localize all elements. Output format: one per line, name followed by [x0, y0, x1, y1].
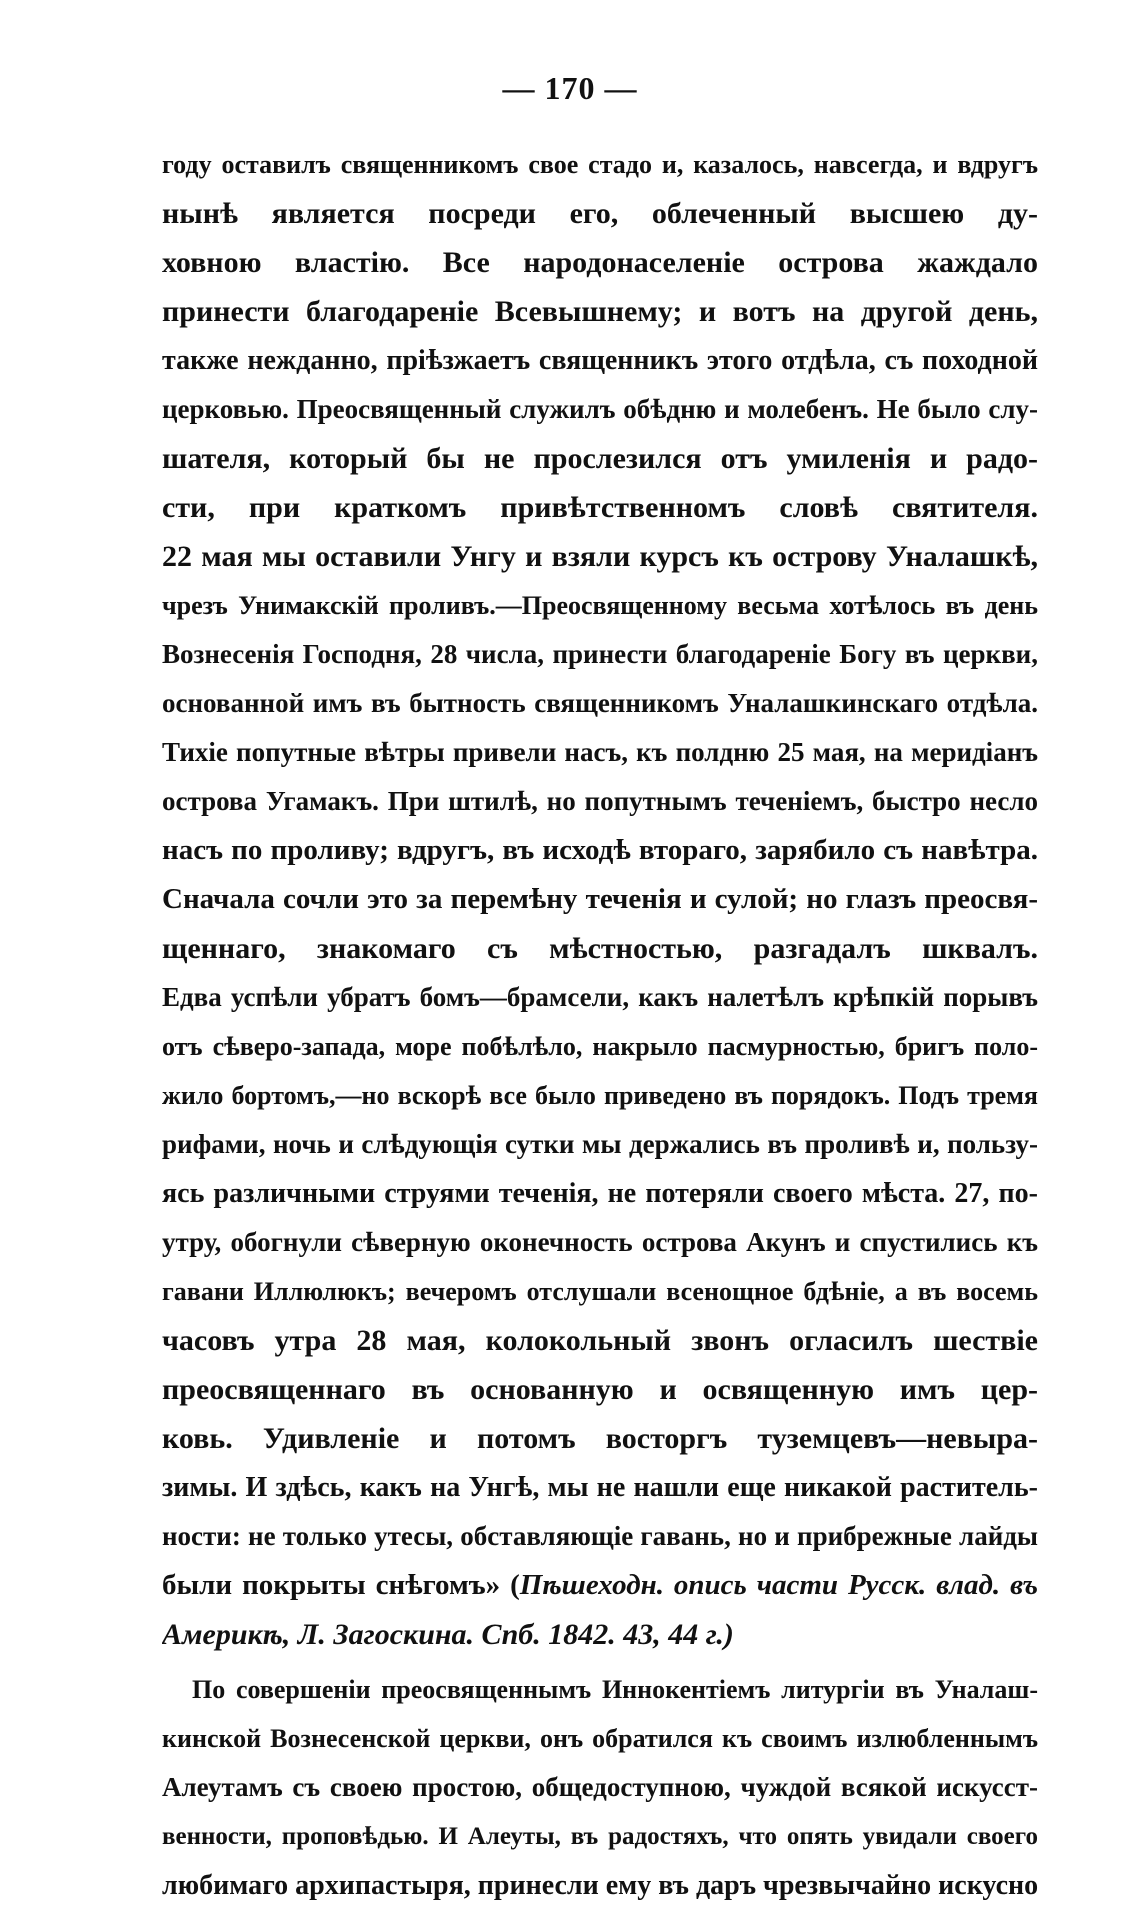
text-line: насъ по проливу; вдругъ, въ исходѣ втораго, зарябило съ навѣтра. — [162, 834, 1038, 866]
text-line: преосвященнаго въ основанную и освященную имъ цер- — [162, 1373, 1038, 1406]
text-line: Алеутамъ съ своею простою, общедоступною, чуждой всякой искусст- — [162, 1772, 1038, 1802]
text-line: утру, обогнули сѣверную оконечность острова Акунъ и спустились къ — [162, 1227, 1038, 1257]
text-line: году оставилъ священникомъ свое стадо и, казалось, навсегда, и вдругъ — [162, 150, 1038, 179]
text-line: отъ сѣверо-запада, море побѣлѣло, накрыло пасмурностью, бригъ поло- — [162, 1032, 1038, 1061]
text-line: щеннаго, знакомаго съ мѣстностью, разгадалъ шквалъ. — [162, 932, 1038, 965]
text-line: часовъ утра 28 мая, колокольный звонъ огласилъ шествіе — [162, 1324, 1038, 1357]
citation-quote-end: были покрыты снѣгомъ» ( — [162, 1569, 520, 1601]
text-line: гавани Иллюлюкъ; вечеромъ отслушали всенощное бдѣніе, а въ восемь — [162, 1277, 1038, 1306]
text-line: шателя, который бы не прослезился отъ умиленія и радо- — [162, 442, 1038, 475]
text-line: ховною властію. Все народонаселеніе острова жаждало — [162, 246, 1038, 279]
text-line: ясь различными струями теченія, не потеряли своего мѣста. 27, по- — [162, 1178, 1038, 1209]
text-line: венности, проповѣдью. И Алеуты, въ радостяхъ, что опять увидали своего — [162, 1823, 1038, 1850]
text-line: острова Угамакъ. При штилѣ, но попутнымъ теченіемъ, быстро несло — [162, 786, 1038, 816]
paragraph-1 — [162, 140, 1038, 1659]
text-line: принести благодареніе Всевышнему; и вотъ на другой день, — [162, 295, 1038, 328]
text-line: чрезъ Унимакскій проливъ.—Преосвященному весьма хотѣлось въ день — [162, 591, 1038, 620]
text-line: кинской Вознесенской церкви, онъ обратился къ своимъ излюбленнымъ — [162, 1724, 1038, 1753]
citation-source: Пѣшеходн. опись части Русск. влад. въ — [519, 1569, 1038, 1601]
text-line: любимаго архипастыря, принесли ему въ даръ чрезвычайно искусно — [162, 1870, 1038, 1901]
text-line: зимы. И здѣсь, какъ на Унгѣ, мы не нашли еще никакой раститель- — [162, 1472, 1038, 1503]
text-line: нынѣ является посреди его, облеченный высшею ду- — [162, 197, 1038, 230]
text-line: ковь. Удивленіе и потомъ восторгъ туземцевъ—невыра- — [162, 1422, 1038, 1455]
text-line: рифами, ночь и слѣдующія сутки мы держались въ проливѣ и, пользу- — [162, 1129, 1038, 1159]
text-line: По совершеніи преосвященнымъ Иннокентіемъ литургіи въ Уналаш- — [192, 1675, 1038, 1704]
page-number: — 170 — — [502, 70, 638, 106]
text-line: Вознесенія Господня, 28 числа, принести благодареніе Богу въ церкви, — [162, 639, 1038, 669]
text-line: также нежданно, пріѣзжаетъ священникъ этого отдѣла, съ походной — [162, 345, 1038, 376]
text-line: жило бортомъ,—но вскорѣ все было приведено въ порядокъ. Подъ тремя — [162, 1081, 1038, 1110]
text-line: основанной имъ въ бытность священникомъ Уналашкинскаго отдѣла. — [162, 688, 1038, 718]
text-line: Сначала сочли это за перемѣну теченія и сулой; но глазъ преосвя- — [162, 883, 1038, 915]
citation-line-end: Америкѣ, Л. Загоскина. Спб. 1842. 43, 44 г.) — [162, 1618, 734, 1651]
text-line: Едва успѣли убратъ бомъ—брамсели, какъ налетѣлъ крѣпкій порывъ — [162, 982, 1038, 1012]
paragraph-2 — [162, 1665, 1038, 1910]
text-block — [162, 140, 1038, 1910]
text-line: сти, при краткомъ привѣтственномъ словѣ святителя. — [162, 491, 1038, 524]
text-line: церковью. Преосвященный служилъ обѣдню и молебенъ. Не было слу- — [162, 394, 1038, 424]
text-line: 22 мая мы оставили Унгу и взяли курсъ къ острову Уналашкѣ, — [162, 540, 1038, 573]
citation-line — [162, 1561, 1038, 1610]
text-line: ности: не только утесы, обставляющіе гавань, но и прибрежные лайды — [162, 1521, 1038, 1551]
text-line: Тихіе попутные вѣтры привели насъ, къ полдню 25 мая, на меридіанъ — [162, 737, 1038, 767]
